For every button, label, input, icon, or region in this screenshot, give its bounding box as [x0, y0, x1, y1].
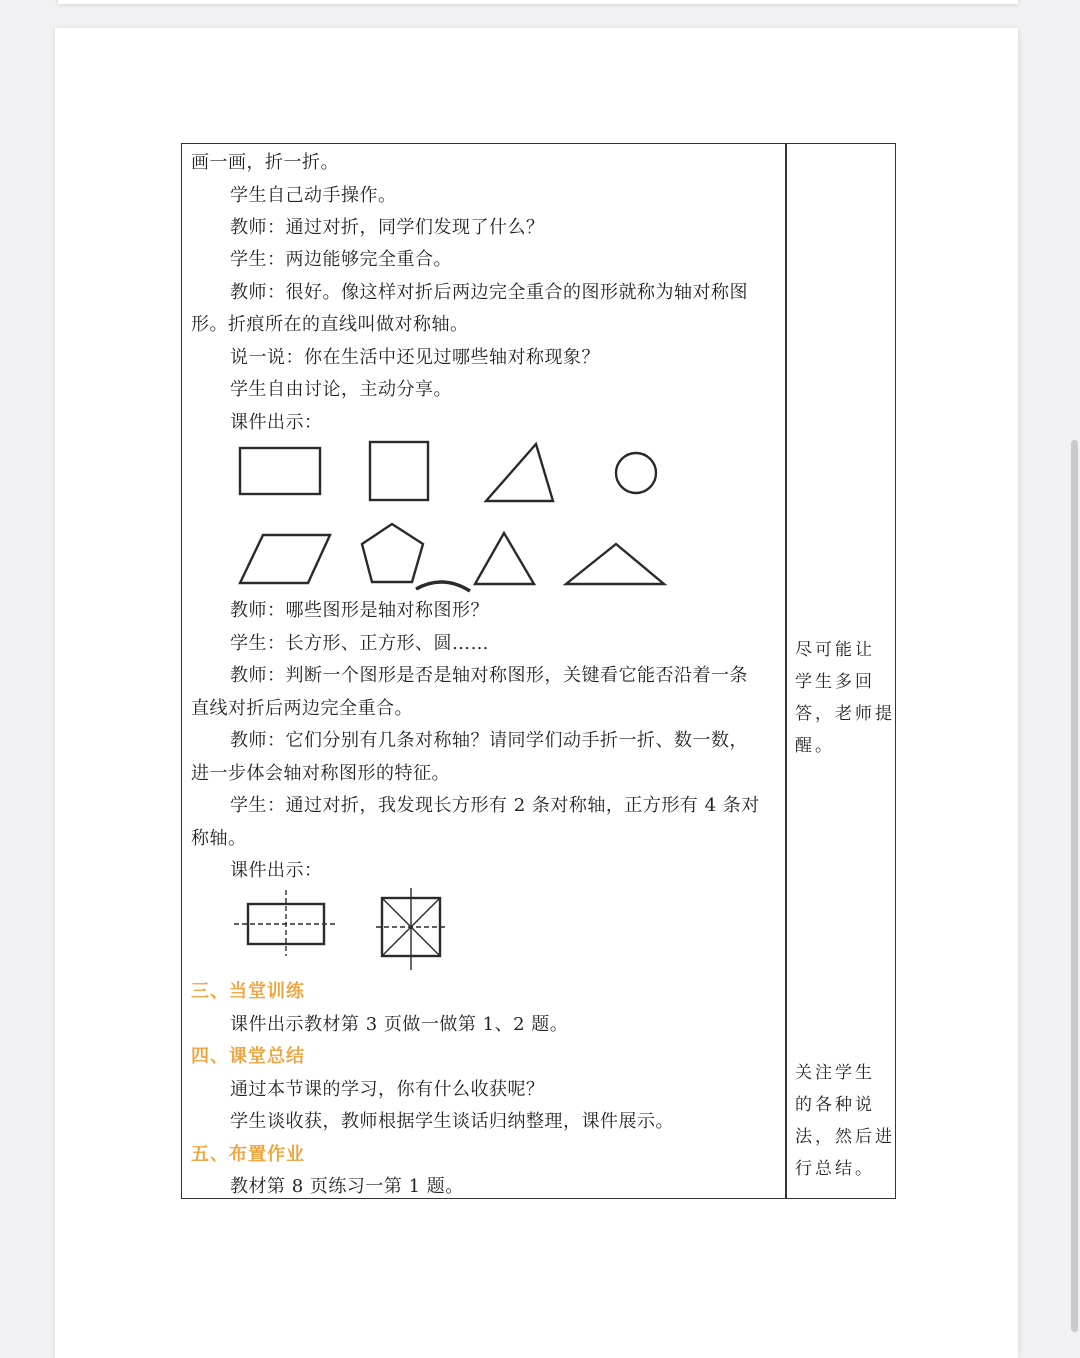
note-line: 的各种说 [795, 1095, 875, 1115]
obtuse-triangle-shape [566, 544, 664, 584]
symmetry-axes-figure [230, 884, 460, 976]
section-heading-practice: 三、当堂训练 [191, 981, 305, 1002]
note-line: 关注学生 [795, 1063, 875, 1083]
teacher-note-2 [795, 1057, 895, 1185]
text-line: 教材第 8 页练习一第 1 题。 [230, 1176, 464, 1197]
text-line: 学生谈收获，教师根据学生谈话归纳整理，课件展示。 [230, 1111, 674, 1132]
parallelogram-shape [240, 535, 330, 583]
section-heading-homework: 五、布置作业 [191, 1144, 305, 1165]
scrollbar[interactable] [1071, 440, 1078, 1332]
text-line: 画一画，折一折。 [191, 152, 339, 173]
previous-page-edge [58, 0, 1018, 4]
text-line: 学生：两边能够完全重合。 [230, 249, 452, 270]
teacher-note-1 [795, 634, 895, 762]
text-line: 学生：通过对折，我发现长方形有 2 条对称轴，正方形有 4 条对 [230, 795, 760, 816]
text-line: 课件出示教材第 3 页做一做第 1、2 题。 [230, 1014, 569, 1035]
note-line: 法，然后进 [795, 1127, 895, 1147]
text-line: 课件出示： [230, 412, 323, 433]
note-line: 答，老师提 [795, 704, 895, 724]
triangle-shape [486, 444, 553, 501]
text-line: 教师：很好。像这样对折后两边完全重合的图形就称为轴对称图 [230, 282, 748, 303]
text-line: 教师：哪些图形是轴对称图形？ [230, 600, 489, 621]
text-line: 进一步体会轴对称图形的特征。 [191, 763, 450, 784]
text-line: 学生自由讨论，主动分享。 [230, 379, 452, 400]
geometric-shapes-figure [228, 436, 678, 596]
text-line: 学生自己动手操作。 [230, 185, 397, 206]
text-line: 教师：判断一个图形是否是轴对称图形，关键看它能否沿着一条 [230, 665, 748, 686]
column-divider [785, 144, 787, 1198]
text-line: 直线对折后两边完全重合。 [191, 698, 413, 719]
text-line: 学生：长方形、正方形、圆…… [230, 633, 489, 654]
text-line: 形。折痕所在的直线叫做对称轴。 [191, 314, 469, 335]
note-line: 学生多回 [795, 672, 875, 692]
text-line: 教师：通过对折，同学们发现了什么？ [230, 217, 545, 238]
text-line: 通过本节课的学习，你有什么收获呢？ [230, 1079, 545, 1100]
pentagon-shape [362, 524, 423, 582]
text-line: 教师：它们分别有几条对称轴？请同学们动手折一折、数一数， [230, 730, 748, 751]
arc-mark [416, 582, 470, 591]
note-line: 行总结。 [795, 1159, 875, 1179]
circle-shape [616, 453, 656, 493]
text-line: 说一说：你在生活中还见过哪些轴对称现象？ [230, 347, 600, 368]
text-line: 称轴。 [191, 828, 247, 849]
text-line: 课件出示： [230, 860, 323, 881]
note-line: 醒。 [795, 736, 835, 756]
note-line: 尽可能让 [795, 640, 875, 660]
rectangle-shape [240, 448, 320, 494]
isosceles-triangle-shape [475, 533, 534, 584]
square-shape [370, 442, 428, 500]
section-heading-summary: 四、课堂总结 [191, 1046, 305, 1067]
